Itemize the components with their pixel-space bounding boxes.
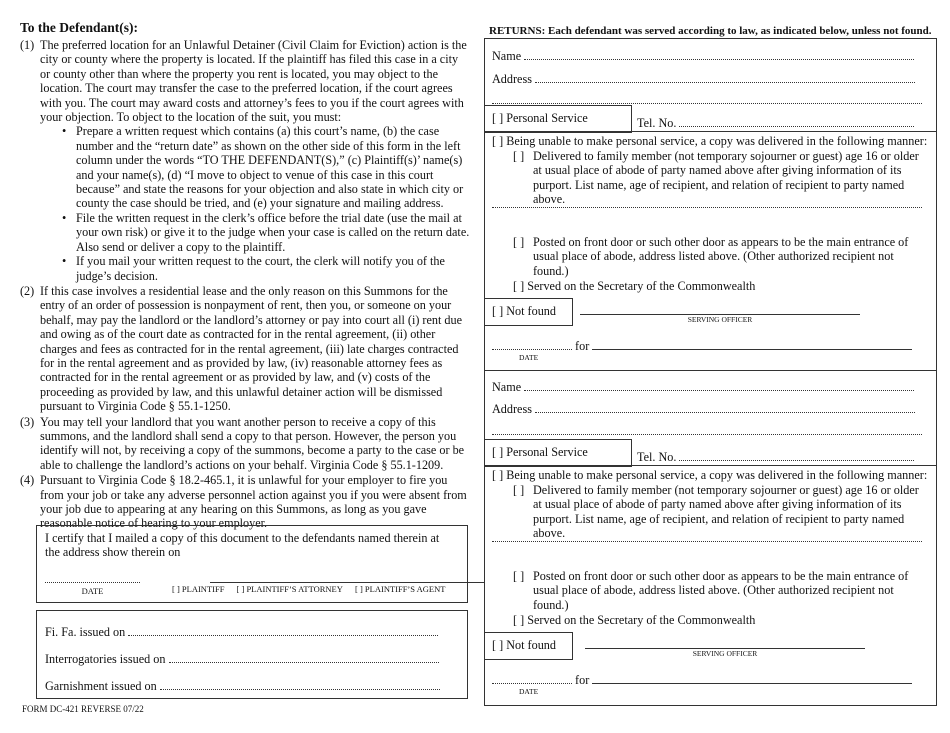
garnishment-label: Garnishment issued on [45, 679, 157, 693]
garnishment-row [45, 679, 440, 693]
posted-option [513, 235, 923, 278]
address-row [492, 402, 915, 416]
family-member-text: Delivered to family member (not temporary sojourner or guest) age 16 or older at usual place of abode of party named above after giving information of its purport. List name, age of recipient, and relation of recipient to party named above. [533, 483, 919, 541]
instruction-4 [20, 473, 470, 531]
secretary-option[interactable]: [ ] Served on the Secretary of the Commonwealth [513, 613, 756, 627]
name-label: Name [492, 49, 522, 63]
role-plaintiff-attorney[interactable]: [ ] PLAINTIFF’S ATTORNEY [236, 584, 343, 594]
for-field[interactable] [592, 673, 912, 684]
return-date-label: DATE [519, 353, 539, 362]
unable-option[interactable]: [ ] Being unable to make personal service, a copy was delivered in the following manner: [492, 468, 928, 482]
venue-objection-steps [40, 124, 470, 282]
personal-service-option[interactable]: [ ] Personal Service [492, 111, 588, 125]
return-date-field[interactable] [492, 339, 572, 350]
name-row [492, 380, 914, 394]
for-label: for [575, 673, 590, 687]
garnishment-date-field[interactable] [160, 679, 440, 690]
venue-step-3: • If you mail your written request to the court, the clerk will notify you of the judge’s decision. [62, 254, 470, 283]
returns-header: RETURNS: Each defendant was served according to law, as indicated below, unless not found. [489, 25, 932, 37]
posted-option [513, 569, 923, 612]
family-member-text: Delivered to family member (not temporary sojourner or guest) age 16 or older at usual place of abode of party named above after giving information of its purport. List name, age of recipient, and relation of recipient to party named above. [533, 149, 919, 207]
secretary-option[interactable]: [ ] Served on the Secretary of the Commonwealth [513, 279, 756, 293]
return-date-field[interactable] [492, 673, 572, 684]
family-member-checkbox[interactable]: [ ] [513, 483, 525, 497]
form-number: FORM DC-421 REVERSE 07/22 [22, 704, 144, 714]
mailing-certificate-text: I certify that I mailed a copy of this document to the defendants named therein at the address show therein on [45, 531, 440, 560]
family-member-checkbox[interactable]: [ ] [513, 149, 525, 163]
address-row [492, 72, 915, 86]
personal-service-box [485, 105, 632, 133]
address-field-2[interactable] [492, 93, 922, 104]
address-field-2[interactable] [492, 424, 922, 435]
recipient-line [492, 197, 922, 211]
posted-checkbox[interactable]: [ ] [513, 569, 525, 583]
returns-box [484, 38, 937, 706]
serving-officer-label: SERVING OFFICER [692, 649, 758, 658]
instruction-4-number: (4) [20, 473, 35, 488]
tel-label: Tel. No. [637, 116, 677, 130]
posted-text: Posted on front door or such other door as appears to be the main entrance of usual place of abode, address listed above. (Other authorized recipient not found.) [533, 569, 909, 612]
instruction-2-text: If this case involves a residential lease and the only reason on this Summons for the entry of an order of possession is nonpayment of rent, then you, or someone on your behalf, may pay the landlord or the landlord’s attorney or pay into court all (i) rent due and owing as of the court date as contracted for in the rental agreement, (ii) other charges and fees as contracted for in the rental agreement, (iii) late charges contracted for in the rental agreement and as provided by law, (iv) reasonable attorney fees as contracted for in the rental agreement or as provided by law, and (v) costs of the proceeding as provided by law, and this unlawful detainer action will be dismissed pursuant to Virginia Code § 55.1-1250. [40, 283, 463, 414]
not-found-box [485, 298, 573, 326]
defendant-heading: To the Defendant(s): [20, 20, 138, 35]
name-field[interactable] [524, 380, 914, 391]
certificate-date-label: DATE [81, 586, 104, 597]
personal-service-box [485, 439, 632, 467]
instruction-3-text: You may tell your landlord that you want another person to receive a copy of this summons, and the landlord shall send a copy to that person. However, the person you identify will not, by receiving a copy of the summons, become a party to the case or be able to challenge the landlord’s actions on your behalf. Virginia Code § 55.1-1209. [40, 414, 465, 472]
date-for-row [492, 339, 912, 353]
mailing-certificate-box [36, 525, 468, 603]
address-label: Address [492, 72, 532, 86]
recipient-field[interactable] [492, 197, 922, 208]
not-found-option[interactable]: [ ] Not found [492, 638, 556, 652]
address-label: Address [492, 402, 532, 416]
return-date-label: DATE [519, 687, 539, 696]
interrogatories-date-field[interactable] [169, 652, 439, 663]
venue-step-1: • Prepare a written request which contains (a) this court’s name, (b) the case number and the “return date” as shown on the other side of this form in the left column under the words “TO THE DEFENDANT(S),” (c) Plaintiff(s)’ name(s) and your name(s), (d) “I move to object to venue of this case in this court because” and state the reasons for your objection and also state in which city or county the case should be tried, and (e) your signature and mailing address. [62, 124, 470, 210]
unable-option[interactable]: [ ] Being unable to make personal service, a copy was delivered in the following manner: [492, 134, 928, 148]
role-plaintiff[interactable]: [ ] PLAINTIFF [172, 584, 225, 594]
instruction-1 [20, 38, 470, 283]
issuance-box [36, 610, 468, 699]
tel-label: Tel. No. [637, 450, 677, 464]
tel-field[interactable] [679, 116, 914, 127]
tel-row [637, 116, 914, 130]
instruction-3-number: (3) [20, 414, 35, 429]
role-plaintiff-agent[interactable]: [ ] PLAINTIFF’S AGENT [355, 584, 446, 594]
fi-fa-row [45, 625, 438, 639]
venue-step-2: • File the written request in the clerk’s office before the trial date (use the mail at your own risk) or give it to the judge when your case is called on the return date. Also send or deliver a copy to the plaintiff. [62, 211, 470, 254]
name-field[interactable] [524, 49, 914, 60]
certificate-date-field[interactable] [45, 572, 140, 583]
defendant-instructions [20, 20, 470, 532]
not-found-box [485, 632, 573, 660]
for-label: for [575, 339, 590, 353]
interrogatories-row [45, 652, 439, 666]
address-field[interactable] [535, 402, 915, 413]
certificate-signature-line[interactable] [210, 582, 485, 583]
address-line-2 [492, 424, 922, 438]
date-for-row [492, 673, 912, 687]
posted-text: Posted on front door or such other door as appears to be the main entrance of usual place of abode, address listed above. (Other authorized recipient not found.) [533, 235, 909, 278]
recipient-line [492, 531, 922, 545]
recipient-field[interactable] [492, 531, 922, 542]
name-label: Name [492, 380, 522, 394]
not-found-option[interactable]: [ ] Not found [492, 304, 556, 318]
instruction-3 [20, 415, 470, 473]
interrogatories-label: Interrogatories issued on [45, 652, 166, 666]
serving-officer-label: SERVING OFFICER [687, 315, 753, 324]
tel-row [637, 450, 914, 464]
address-field[interactable] [535, 72, 915, 83]
posted-checkbox[interactable]: [ ] [513, 235, 525, 249]
fi-fa-date-field[interactable] [128, 625, 438, 636]
for-field[interactable] [592, 339, 912, 350]
name-row [492, 49, 914, 63]
instruction-4-text: Pursuant to Virginia Code § 18.2-465.1, it is unlawful for your employer to fire you from your job or take any adverse personnel action against you if you were absent from your job due to appearing at any hearing on this Summons, as long as you gave reasonable notice of hearing to your employer. [40, 473, 467, 531]
instruction-2-number: (2) [20, 283, 35, 298]
tel-field[interactable] [679, 450, 914, 461]
instruction-1-text: The preferred location for an Unlawful Detainer (Civil Claim for Eviction) action is the city or county where the property is located. If the plaintiff has filed this case in a city or county other than where the property you rent is located, you may object to the location. The court may transfer the case to the preferred location, if the court agrees with you. The court may award costs and attorney’s fees to you if the court agrees with your objection. To object to the location of the suit, you must: [40, 38, 467, 125]
personal-service-option[interactable]: [ ] Personal Service [492, 445, 588, 459]
instruction-2 [20, 284, 470, 414]
fi-fa-label: Fi. Fa. issued on [45, 625, 126, 639]
instruction-1-number: (1) [20, 38, 35, 52]
